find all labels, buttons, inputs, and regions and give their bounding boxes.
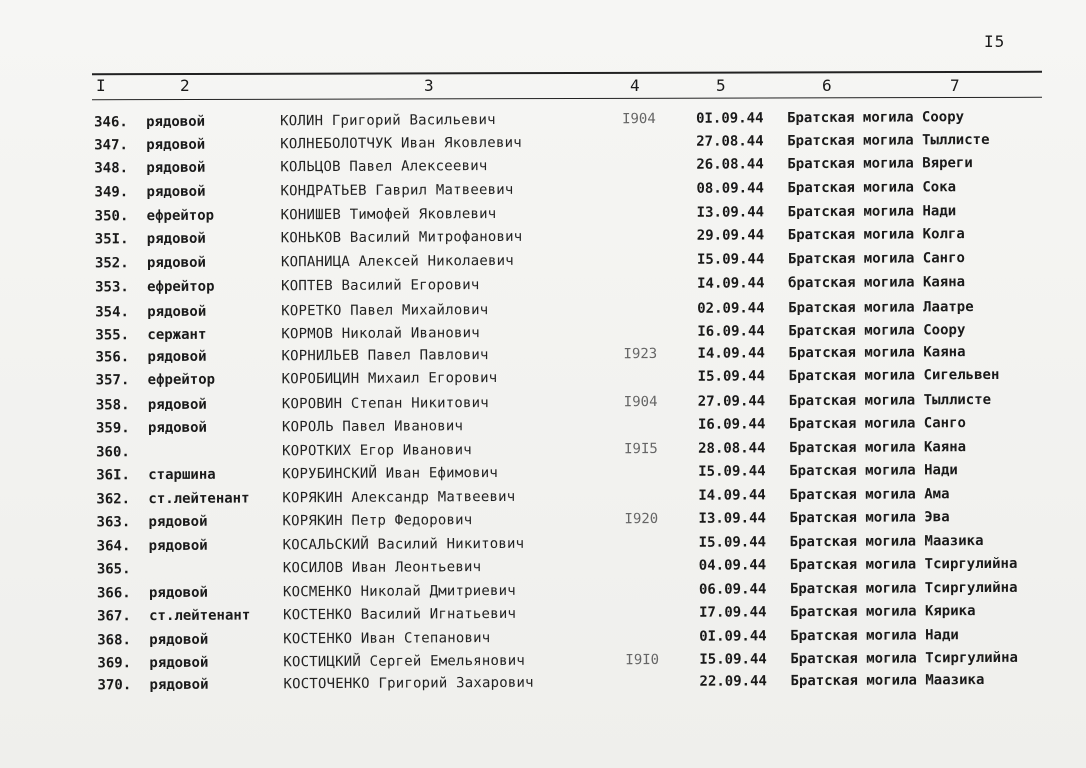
record-number: 358.: [95, 397, 130, 414]
record-number: 359.: [95, 420, 130, 437]
death-date-cell: 22.09.44: [699, 673, 767, 690]
death-date-cell: I4.09.44: [698, 487, 766, 504]
death-date-cell: 02.09.44: [697, 300, 765, 317]
name-cell: КОРНИЛЬЕВ Павел Павлович: [281, 347, 489, 365]
death-date-cell: 0I.09.44: [699, 628, 767, 645]
name-cell: КОРОБИЦИН Михаил Егорович: [281, 369, 498, 388]
column-header-3: 3: [424, 76, 434, 95]
column-header-1: I: [96, 76, 106, 95]
rank-cell: рядовой: [148, 584, 209, 602]
burial-place-cell: Братская могила Тсиргулийна: [789, 555, 1018, 574]
burial-place-cell: Братская могила Тсиргулийна: [789, 579, 1018, 598]
burial-place-cell: Братская могила Эва: [789, 509, 950, 527]
burial-place-cell: Братская могила Маазика: [789, 533, 984, 551]
death-date-cell: 08.09.44: [696, 180, 764, 197]
name-cell: КОРУБИНСКИЙ Иван Ефимович: [282, 464, 498, 483]
record-number: 369.: [97, 655, 132, 672]
column-header-4: 4: [630, 76, 640, 95]
burial-place-cell: Братская могила Сигельвен: [788, 366, 1000, 385]
record-number: 36I.: [96, 467, 130, 484]
record-number: 365.: [96, 561, 131, 578]
rank-cell: рядовой: [147, 348, 207, 366]
death-date-cell: I5.09.44: [698, 534, 767, 551]
burial-place-cell: Братская могила Нади: [787, 203, 957, 221]
burial-place-cell: Братская могила Санго: [787, 250, 965, 268]
burial-place-cell: Братская могила Тыллисте: [788, 391, 992, 410]
burial-place-cell: Братская могила Нади: [790, 627, 959, 645]
rank-cell: рядовой: [146, 230, 206, 248]
name-cell: КОСИЛОВ Иван Леонтьевич: [282, 559, 482, 577]
record-number: 347.: [94, 137, 128, 154]
death-date-cell: 27.09.44: [697, 393, 766, 410]
record-number: 366.: [96, 585, 131, 602]
death-date-cell: I5.09.44: [697, 368, 766, 385]
death-date-cell: 26.08.44: [696, 156, 764, 173]
rank-cell: рядовой: [149, 654, 209, 672]
rank-cell: рядовой: [146, 183, 206, 201]
rank-cell: рядовой: [146, 159, 206, 177]
name-cell: КОСТЕНКО Иван Степанович: [283, 630, 491, 648]
death-date-cell: I4.09.44: [697, 275, 765, 292]
burial-place-cell: Братская могила Колга: [787, 226, 965, 244]
records-list: [0, 105, 1086, 712]
birth-year-cell: I923: [623, 345, 658, 363]
rank-cell: рядовой: [149, 631, 209, 649]
birth-year-cell: I9I5: [624, 440, 658, 458]
record-number: 35I.: [94, 231, 129, 248]
column-header-6: 6: [822, 76, 832, 95]
birth-year-cell: I9I0: [625, 651, 660, 669]
name-cell: КОСТЕНКО Василий Игнатьевич: [283, 605, 517, 624]
death-date-cell: 28.08.44: [698, 440, 766, 457]
record-number: 368.: [97, 632, 131, 649]
death-date-cell: I3.09.44: [696, 204, 765, 221]
rank-cell: рядовой: [147, 303, 207, 321]
burial-place-cell: Братская могила Тсиргулийна: [790, 649, 1018, 668]
name-cell: КОЛИН Григорий Васильевич: [280, 111, 496, 130]
rank-cell: ефрейтор: [147, 278, 215, 296]
column-header-5: 5: [716, 76, 726, 95]
death-date-cell: I5.09.44: [698, 463, 766, 480]
burial-place-cell: Братская могила Маазика: [790, 671, 985, 690]
rank-cell: ефрейтор: [146, 207, 215, 225]
record-number: 356.: [95, 349, 130, 366]
burial-place-cell: Братская могила Ама: [789, 486, 950, 504]
name-cell: КОСТИЦКИЙ Сергей Емельянович: [283, 652, 526, 671]
record-number: 354.: [95, 304, 129, 321]
column-header-7: 7: [950, 76, 960, 95]
name-cell: КОНЬКОВ Василий Митрофанович: [280, 228, 523, 247]
rank-cell: рядовой: [148, 513, 208, 531]
burial-place-cell: Братская могила Лаатре: [788, 299, 974, 317]
name-cell: КОРЯКИН Петр Федорович: [282, 512, 473, 530]
death-date-cell: I7.09.44: [699, 604, 767, 621]
record-number: 357.: [95, 372, 130, 389]
rank-cell: рядовой: [146, 254, 206, 272]
page-number: I5: [984, 32, 1006, 51]
burial-place-cell: Братская могила Нади: [789, 462, 958, 480]
burial-place-cell: Братская могила Сока: [787, 179, 957, 197]
rank-cell: рядовой: [146, 113, 206, 131]
burial-place-cell: Братская могила Каяна: [788, 344, 966, 362]
name-cell: КОРЯКИН Александр Матвеевич: [282, 488, 516, 507]
name-cell: КОРМОВ Николай Иванович: [281, 325, 480, 343]
death-date-cell: I3.09.44: [698, 510, 766, 527]
name-cell: КОСМЕНКО Николай Дмитриевич: [282, 582, 516, 601]
burial-place-cell: Братская могила Вяреги: [787, 155, 973, 173]
name-cell: КОПАНИЦА Алексей Николаевич: [280, 252, 514, 271]
rank-cell: рядовой: [147, 419, 207, 437]
column-header-2: 2: [180, 76, 190, 95]
name-cell: КОНДРАТЬЕВ Гаврил Матвеевич: [280, 181, 514, 200]
rank-cell: ефрейтор: [147, 371, 216, 389]
record-number: 370.: [97, 677, 132, 694]
rank-cell: ст.лейтенант: [148, 490, 250, 508]
record-number: 362.: [96, 491, 131, 508]
name-cell: КОСТОЧЕНКО Григорий Захарович: [283, 674, 534, 693]
birth-year-cell: I904: [622, 110, 656, 128]
death-date-cell: 29.09.44: [696, 227, 765, 244]
header-bottom-rule: [92, 97, 1042, 100]
rank-cell: рядовой: [146, 136, 206, 154]
rank-cell: рядовой: [148, 537, 208, 555]
burial-place-cell: братская могила Каяна: [788, 274, 966, 292]
record-number: 360.: [96, 444, 130, 461]
burial-place-cell: Братская могила Каяна: [789, 439, 967, 457]
death-date-cell: 04.09.44: [698, 557, 767, 574]
record-number: 353.: [95, 279, 129, 296]
record-number: 350.: [94, 208, 129, 225]
record-number: 363.: [96, 514, 131, 531]
record-number: 346.: [94, 114, 128, 131]
name-cell: КОСАЛЬСКИЙ Василий Никитович: [282, 535, 525, 554]
death-date-cell: 0I.09.44: [696, 110, 764, 127]
record-number: 348.: [94, 160, 129, 177]
rank-cell: старшина: [148, 466, 216, 484]
name-cell: КОЛНЕБОЛОТЧУК Иван Яковлевич: [280, 134, 522, 153]
death-date-cell: I6.09.44: [697, 323, 765, 340]
death-date-cell: 06.09.44: [698, 581, 767, 598]
name-cell: КОПТЕВ Василий Егорович: [281, 277, 480, 295]
rank-cell: сержант: [147, 326, 207, 344]
burial-place-cell: Братская могила Санго: [788, 415, 966, 433]
death-date-cell: I4.09.44: [697, 345, 765, 362]
name-cell: КОРОВИН Степан Никитович: [281, 395, 489, 413]
burial-place-cell: Братская могила Соору: [787, 109, 965, 127]
birth-year-cell: I920: [624, 510, 659, 528]
record-number: 349.: [94, 184, 129, 201]
death-date-cell: 27.08.44: [696, 133, 764, 150]
burial-place-cell: Братская могила Кярика: [790, 603, 976, 621]
record-number: 352.: [94, 255, 129, 272]
rank-cell: рядовой: [147, 396, 207, 414]
death-date-cell: I5.09.44: [696, 251, 765, 268]
rank-cell: рядовой: [149, 676, 209, 694]
rank-cell: ст.лейтенант: [149, 607, 251, 625]
header-top-rule: [92, 71, 1042, 75]
record-number: 367.: [97, 608, 131, 625]
name-cell: КОЛЬЦОВ Павел Алексеевич: [280, 158, 488, 176]
name-cell: КОРОЛЬ Павел Иванович: [281, 418, 464, 436]
record-number: 364.: [96, 538, 131, 555]
burial-place-cell: Братская могила Тыллисте: [787, 131, 990, 150]
name-cell: КОНИШЕВ Тимофей Яковлевич: [280, 205, 497, 224]
birth-year-cell: I904: [623, 393, 658, 411]
record-number: 355.: [95, 327, 130, 344]
name-cell: КОРЕТКО Павел Михайлович: [281, 302, 489, 320]
death-date-cell: I5.09.44: [699, 651, 767, 668]
death-date-cell: I6.09.44: [697, 416, 766, 433]
burial-place-cell: Братская могила Соору: [788, 322, 966, 340]
name-cell: КОРОТКИХ Егор Иванович: [282, 442, 472, 460]
